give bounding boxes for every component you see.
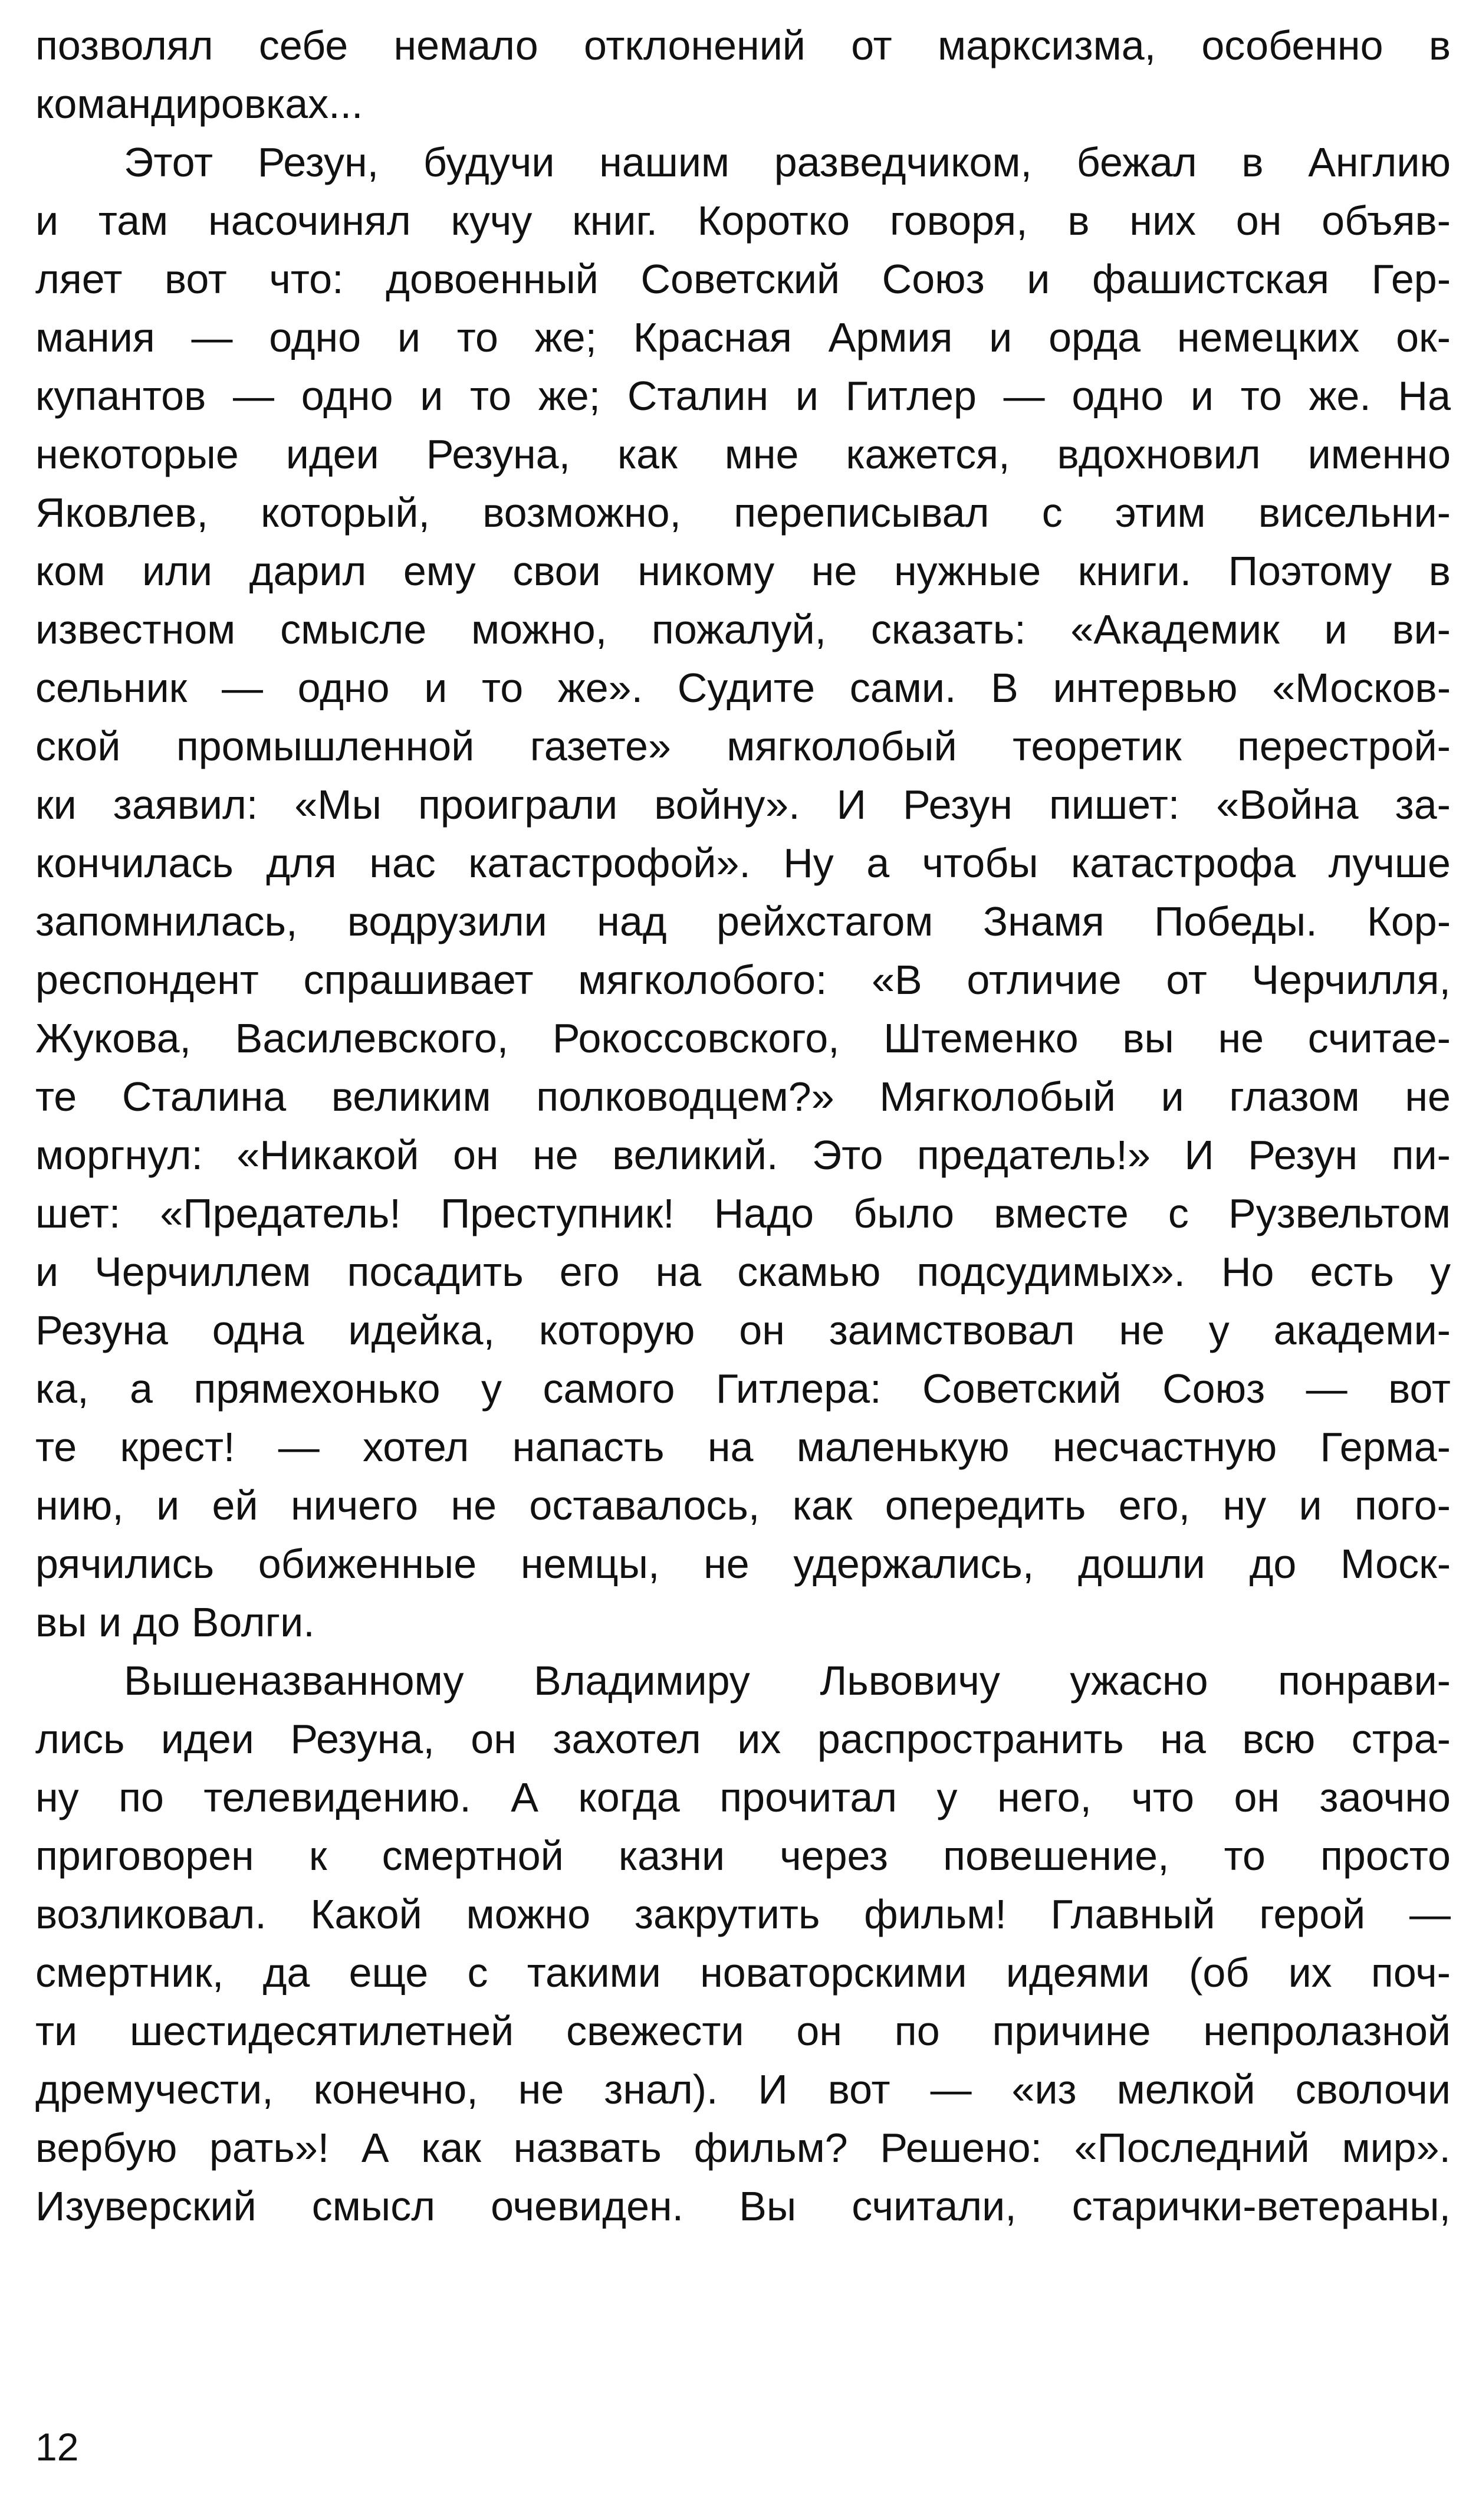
text-line: нию, и ей ничего не оставалось, как опередить его, ну и пого- bbox=[35, 1482, 1451, 1528]
text-line: шет: «Предатель! Преступник! Надо было вместе с Рузвельтом bbox=[35, 1190, 1451, 1236]
text-line: ти шестидесятилетней свежести он по причине непролазной bbox=[35, 2008, 1451, 2054]
text-line: ну по телевидению. А когда прочитал у него, что он заочно bbox=[35, 1774, 1451, 1820]
text-line: рячились обиженные немцы, не удержались, дошли до Моск- bbox=[35, 1541, 1451, 1587]
page-number: 12 bbox=[35, 2425, 79, 2469]
text-line: Резуна одна идейка, которую он заимствовал не у академи- bbox=[35, 1307, 1451, 1353]
text-line: моргнул: «Никакой он не великий. Это предатель!» И Резун пи- bbox=[35, 1132, 1451, 1178]
text-line: Вышеназванному Владимиру Львовичу ужасно понрави- bbox=[124, 1658, 1451, 1704]
text-line: Изуверский смысл очевиден. Вы считали, старички-ветераны, bbox=[35, 2183, 1451, 2229]
text-line: купантов — одно и то же; Сталин и Гитлер — одно и то же. На bbox=[35, 373, 1451, 419]
text-line: Жукова, Василевского, Рокоссовского, Штеменко вы не считае- bbox=[35, 1015, 1451, 1061]
text-line: мания — одно и то же; Красная Армия и орда немецких ок- bbox=[35, 314, 1451, 360]
text-line: командировках... bbox=[35, 81, 363, 127]
text-line: и Черчиллем посадить его на скамью подсудимых». Но есть у bbox=[35, 1249, 1451, 1295]
body-text bbox=[35, 17, 1451, 2236]
book-page bbox=[35, 0, 1451, 2520]
text-line: те Сталина великим полководцем?» Мягколобый и глазом не bbox=[35, 1074, 1451, 1120]
text-line: кончилась для нас катастрофой». Ну а чтобы катастрофа лучше bbox=[35, 840, 1451, 886]
text-line: смертник, да еще с такими новаторскими идеями (об их поч- bbox=[35, 1950, 1451, 1996]
text-line: респондент спрашивает мягколобого: «В отличие от Черчилля, bbox=[35, 957, 1451, 1003]
text-line: ка, а прямехонько у самого Гитлера: Советский Союз — вот bbox=[35, 1366, 1451, 1412]
text-line: ляет вот что: довоенный Советский Союз и фашистская Гер- bbox=[35, 256, 1451, 302]
text-line: дремучести, конечно, не знал). И вот — «из мелкой сволочи bbox=[35, 2066, 1451, 2112]
text-line: известном смысле можно, пожалуй, сказать: «Академик и ви- bbox=[35, 606, 1451, 652]
text-line: лись идеи Резуна, он захотел их распространить на всю стра- bbox=[35, 1716, 1451, 1762]
text-line: те крест! — хотел напасть на маленькую несчастную Герма- bbox=[35, 1424, 1451, 1470]
text-line: ской промышленной газете» мягколобый теоретик перестрой- bbox=[35, 723, 1451, 769]
text-line: ком или дарил ему свои никому не нужные книги. Поэтому в bbox=[35, 548, 1451, 594]
text-line: вы и до Волги. bbox=[35, 1599, 315, 1645]
text-line: возликовал. Какой можно закрутить фильм! Главный герой — bbox=[35, 1891, 1451, 1937]
text-line: ки заявил: «Мы проиграли войну». И Резун пишет: «Война за- bbox=[35, 782, 1451, 828]
text-line: Яковлев, который, возможно, переписывал с этим висельни- bbox=[35, 490, 1451, 536]
text-line: вербую рать»! А как назвать фильм? Решено: «Последний мир». bbox=[35, 2125, 1451, 2171]
text-line: Этот Резун, будучи нашим разведчиком, бежал в Англию bbox=[124, 139, 1451, 185]
text-line: приговорен к смертной казни через повешение, то просто bbox=[35, 1833, 1451, 1879]
text-line: позволял себе немало отклонений от марксизма, особенно в bbox=[35, 22, 1451, 68]
text-line: запомнилась, водрузили над рейхстагом Знамя Победы. Кор- bbox=[35, 898, 1451, 944]
text-line: и там насочинял кучу книг. Коротко говоря, в них он объяв- bbox=[35, 198, 1451, 244]
text-line: сельник — одно и то же». Судите сами. В интервью «Москов- bbox=[35, 665, 1451, 711]
text-line: некоторые идеи Резуна, как мне кажется, вдохновил именно bbox=[35, 431, 1451, 477]
